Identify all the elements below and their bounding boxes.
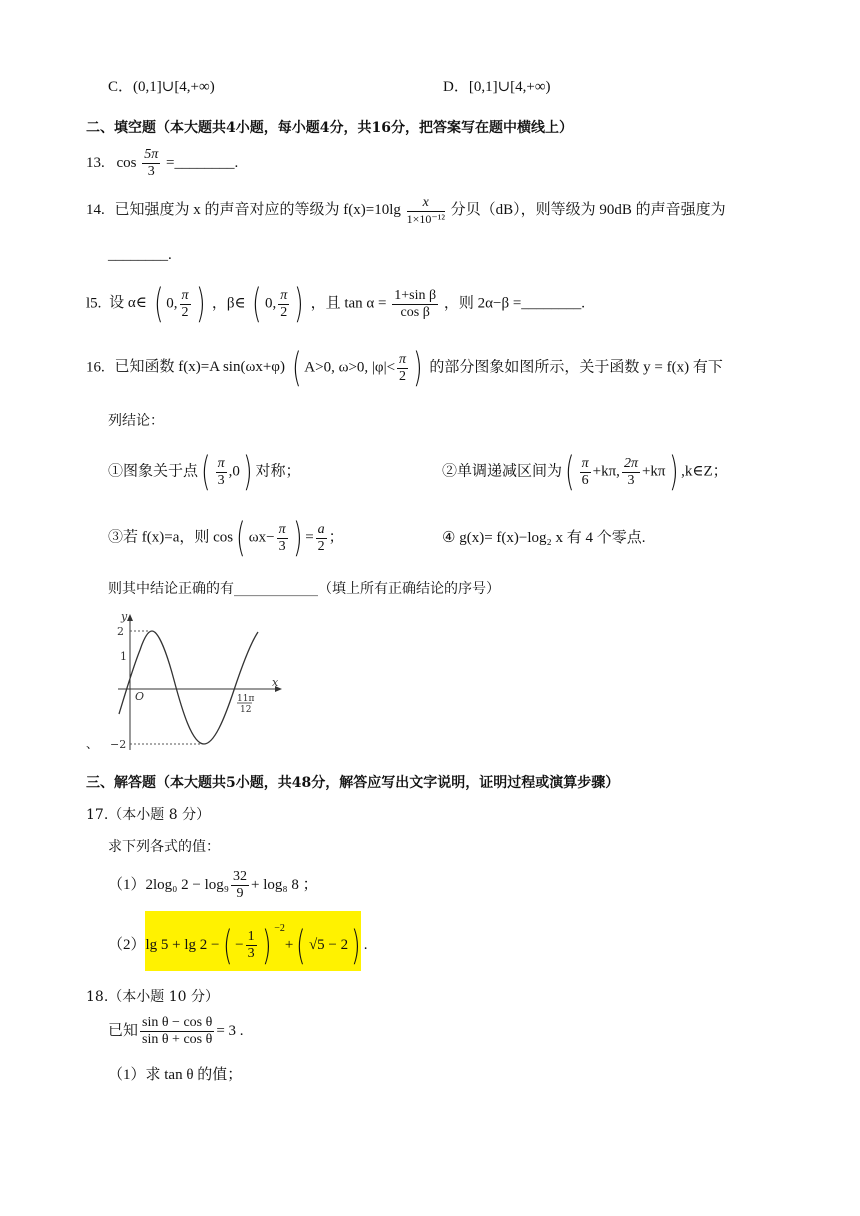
c3-text: ③若 f(x)=a，则 cos — [108, 529, 234, 546]
graph-tick-11pi: 11π — [237, 694, 255, 704]
q17-p2-inner: √5 − 2 — [308, 937, 349, 953]
q16-conclusion-2: ②单调递减区间为( $\frac{\pi}{6}$ +kπ, $\frac{2\pi}{3}$ +kπ) ,k∈Z； — [442, 449, 728, 495]
two: 2 — [181, 304, 189, 320]
q13-cos: cos — [116, 154, 137, 171]
six: 6 — [581, 472, 589, 488]
q14-text-b: 分贝（dB），则等级为 90dB 的声音强度为 — [450, 201, 726, 218]
three: 3 — [217, 472, 225, 488]
q17-p2-exponent: −2 — [274, 923, 285, 934]
q17-p1-frac — [231, 870, 249, 901]
num: 1 — [247, 929, 255, 945]
pi: π — [399, 351, 407, 367]
q16-conclusion-prompt: 则其中结论正确的有____________（填上所有正确结论的序号） — [108, 581, 500, 597]
pi: π — [280, 287, 288, 303]
three: 3 — [627, 472, 635, 488]
den: sin θ + cos θ — [142, 1032, 213, 1047]
option-d: D．[0,1]∪[4,+∞) — [443, 79, 551, 95]
a: a — [317, 521, 325, 537]
q15-frac-den: cos β — [400, 304, 430, 320]
q14 — [86, 196, 726, 225]
q13-fraction — [142, 148, 160, 179]
q16: 16. 已知函数 f(x)=A sin(ωx+φ) ( A>0, ω>0, |φ|< $\frac{\pi}{2}$ ) 的部分图象如图所示，关于函数 y = f(x) 有下 — [86, 345, 723, 391]
c1-pi-third — [216, 457, 227, 488]
q15-fraction — [392, 289, 438, 320]
c3-a-half — [316, 523, 327, 554]
q18-frac — [140, 1016, 214, 1047]
q16-number: 16. — [86, 359, 105, 376]
stray-mark: 、 — [86, 737, 99, 751]
q16-condition: A>0, ω>0, |φ|< — [304, 359, 396, 376]
q15-number: l5. — [86, 295, 102, 312]
q13 — [86, 148, 238, 179]
q17-p1-label: （1） — [108, 876, 146, 893]
q14-number: 14. — [86, 201, 105, 218]
c3-tail: ； — [328, 529, 344, 546]
q17-part1 — [108, 870, 318, 901]
q15-text-c: ，且 tan α = — [310, 295, 387, 312]
y-axis-arrow — [127, 614, 133, 621]
two: 2 — [399, 368, 407, 384]
q17-prompt: 求下列各式的值： — [108, 839, 220, 855]
q16-conclusion-1: ①图象关于点( $\frac{\pi}{3}$ ,0) 对称； — [108, 449, 301, 495]
pi: π — [581, 455, 589, 471]
c1-tail: 对称； — [255, 463, 301, 480]
q17-part2: （2）lg 5 + lg 2 −( − $\frac{1}{3}$ ) $^{-2}$+( √5 − 2) . — [108, 922, 368, 969]
q15-text-b: ，β∈ — [211, 295, 246, 312]
q17-p2-frac — [246, 930, 257, 961]
section3-heading: 三、解答题（本大题共5小题，共48分，解答应写出文字说明，证明过程或演算步骤） — [86, 775, 620, 791]
q14-fraction — [407, 196, 445, 225]
q15-text-a: 设 α∈ — [109, 295, 147, 312]
q15-pi-half-1 — [180, 289, 191, 320]
pi: π — [278, 521, 286, 537]
q14-frac-den: 1×10⁻¹² — [406, 212, 445, 226]
q17-number: 17.（本小题 8 分） — [86, 807, 211, 823]
den: 3 — [247, 946, 255, 962]
sine-graph — [110, 610, 285, 755]
pi: π — [217, 455, 225, 471]
q15-text-d: ，则 2α−β =________. — [443, 295, 586, 312]
c2-two-pi-third — [622, 457, 640, 488]
q15-interval2-start: 0, — [264, 295, 277, 312]
c1-text: ①图象关于点 — [108, 463, 199, 480]
q15-pi-half-2 — [278, 289, 289, 320]
q17-p2-plus: + — [284, 937, 294, 953]
two-pi: 2π — [623, 455, 638, 471]
q13-tail: =________. — [166, 154, 239, 171]
num: sin θ − cos θ — [142, 1015, 213, 1030]
c2-b: +kπ — [641, 463, 666, 480]
q16-text-a: 已知函数 f(x)=A sin(ωx+φ) — [114, 359, 285, 376]
q16-conclusion-3: ③若 f(x)=a，则 cos( ωx− $\frac{\pi}{3}$ ) = $\frac{a}{2}$ ； — [108, 515, 344, 561]
q16-conclusion-4: ④ g(x)= f(x)−log₂ x 有 4 个零点. — [442, 530, 646, 546]
two: 2 — [280, 304, 288, 320]
q13-frac-num: 5π — [144, 147, 159, 162]
q18-b: = 3 . — [216, 1022, 244, 1039]
q15-frac-num: 1+sin β — [394, 287, 437, 303]
graph-tick-12: 12 — [240, 705, 252, 715]
pi: π — [181, 287, 189, 303]
c2-pi-sixth — [580, 457, 591, 488]
q15: l5. 设 α∈ ( 0, $\frac{\pi}{2}$ ) ，β∈ ( 0, $\frac{\pi}{2}$ ) ，且 tan α = $\frac{\text{1+sin β}}{\text{cos β}}$ ，则 2α−β =________. — [86, 281, 586, 327]
two: 2 — [317, 538, 325, 554]
den: 9 — [236, 886, 244, 901]
q16-text-b: 的部分图象如图所示，关于函数 y = f(x) 有下 — [429, 359, 723, 376]
q18-number: 18.（本小题 10 分） — [86, 989, 219, 1005]
sine-curve — [119, 631, 258, 744]
graph-origin: O — [135, 690, 145, 703]
q17-p1-a: 2log₀ 2 − log₉ — [145, 876, 230, 893]
num: 32 — [233, 869, 248, 884]
q13-frac-den: 3 — [147, 164, 155, 179]
q17-p2-minus: − — [235, 937, 244, 953]
q15-interval1-start: 0, — [166, 295, 178, 312]
c3-pi-third — [277, 523, 288, 554]
q17-p1-b: + log₈ 8 ； — [251, 876, 318, 893]
c1-point: ,0 — [228, 463, 240, 480]
q16-line2: 列结论： — [108, 413, 164, 429]
c2-tail: ,k∈Z； — [681, 463, 728, 480]
c2-a: +kπ, — [592, 463, 620, 480]
q14-text-a: 已知强度为 x 的声音对应的等级为 f(x)=10lg — [114, 201, 401, 218]
q18-a: 已知 — [108, 1022, 139, 1039]
c3-inner: ωx− — [248, 529, 275, 546]
graph-tick-neg2: −2 — [110, 738, 127, 751]
q14-line2: ________. — [108, 247, 172, 263]
q17-p2-end: . — [363, 937, 368, 953]
q16-pi-half — [397, 353, 408, 384]
option-c: C．(0,1]∪[4,+∞) — [108, 79, 215, 95]
q17-p2-label: （2） — [108, 937, 146, 953]
q18-given — [108, 1016, 244, 1047]
q14-frac-num: x — [407, 196, 445, 212]
section2-heading: 二、填空题（本大题共4小题，每小题4分，共16分，把答案写在题中横线上） — [86, 120, 573, 136]
c2-text: ②单调递减区间为 — [442, 463, 563, 480]
graph-y-label: y — [121, 610, 128, 623]
graph-tick-2: 2 — [117, 625, 124, 638]
q17-p2-a: lg 5 + lg 2 − — [145, 937, 220, 953]
graph-tick-1: 1 — [120, 650, 127, 663]
q13-number: 13. — [86, 154, 105, 171]
q18-part1: （1）求 tan θ 的值； — [108, 1067, 243, 1083]
three: 3 — [278, 538, 286, 554]
graph-x-label: x — [272, 676, 279, 689]
